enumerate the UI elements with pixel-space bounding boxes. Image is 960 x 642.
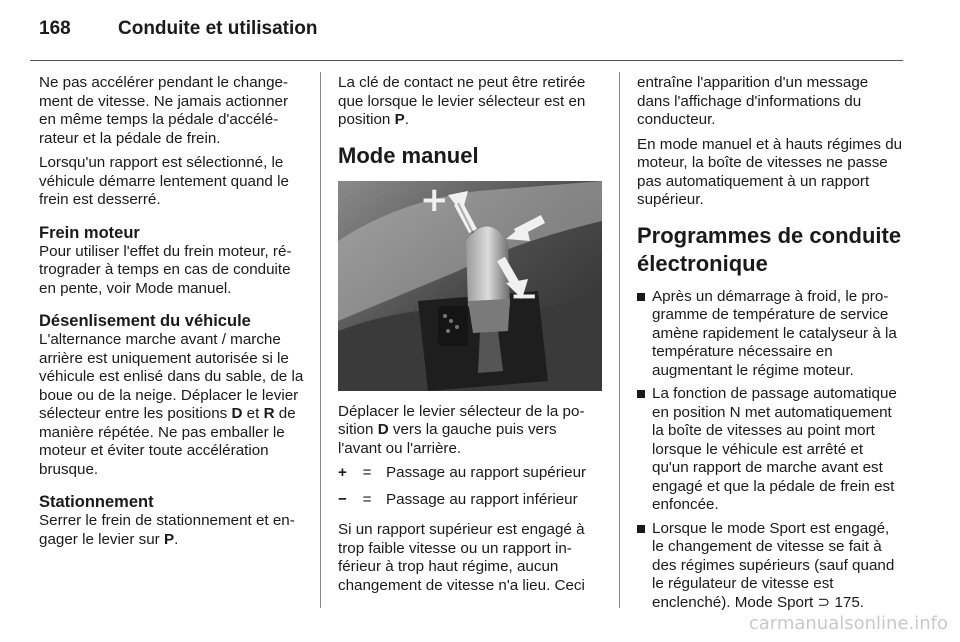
square-bullet-icon — [637, 293, 645, 301]
column-divider — [619, 72, 620, 608]
section-heading-programmes: Programmes de conduite électronique — [637, 222, 902, 276]
list-item: Après un démarrage à froid, le programme de température de service amène rapidement le catalyseur à la température nécessaire en augmentant le régime moteur. — [637, 288, 903, 381]
watermark: carmanualsonline.info — [748, 613, 948, 634]
section-heading-stationnement: Stationnement — [39, 493, 154, 511]
legend-text: Passage au rapport inférieur — [386, 490, 578, 508]
column-divider — [320, 72, 321, 608]
legend-row-upshift — [338, 464, 604, 483]
paragraph: Déplacer le levier sélecteur de la position D vers la gauche puis vers l'avant ou l'arrière. — [338, 402, 585, 457]
section-heading-mode-manuel: Mode manuel — [338, 142, 479, 168]
page-header — [0, 0, 960, 62]
header-divider — [30, 60, 903, 61]
paragraph: Serrer le frein de stationnement et engager le levier sur P. — [39, 512, 295, 548]
downshift-symbol: − — [510, 275, 539, 316]
paragraph: entraîne l'apparition d'un message dans l'affichage d'informations du conducteur. — [637, 74, 869, 128]
chapter-title: Conduite et utilisation — [118, 18, 318, 39]
paragraph: Pour utiliser l'effet du frein moteur, rétrograder à temps en cas de conduite en pente, voir Mode manuel. — [39, 242, 292, 297]
equals-sign: = — [362, 490, 372, 508]
paragraph: Si un rapport supérieur est engagé à trop faible vitesse ou un rapport inférieur à trop haut régime, aucun changement de vitesse n'a lieu. Ceci — [338, 521, 585, 594]
list-item: La fonction de passage automatique en position N met automatiquement la boîte de vitesses au point mort lorsque le véhicule est arrêté et qu'un rapport de marche avant est engagé et que la pédale de frein est enfoncée. — [637, 385, 903, 515]
upshift-symbol: + — [420, 180, 449, 220]
page-number: 168 — [39, 18, 71, 39]
square-bullet-icon — [637, 525, 645, 533]
section-heading-frein-moteur: Frein moteur — [39, 223, 140, 242]
paragraph: En mode manuel et à hauts régimes du moteur, la boîte de vitesses ne passe pas automatiquement à un rapport supérieur. — [637, 135, 903, 208]
bullet-list — [637, 288, 903, 613]
page-reference-icon: ⊃ — [817, 593, 831, 611]
paragraph: L'alternance marche avant / marche arrière est uniquement autorisée si le véhicule est enlisé dans du sable, de la boue ou de la neige. Déplacer le levier sélecteur entre les positions D et R de manière répétée. Ne pas emballer le moteur et éviter toute accélération brusque. — [39, 331, 304, 478]
square-bullet-icon — [637, 390, 645, 398]
section-heading-desenlisement: Désenlisement du véhicule — [39, 312, 251, 330]
gear-lever-illustration — [338, 181, 602, 391]
legend-row-downshift — [338, 491, 604, 510]
equals-sign: = — [362, 464, 372, 481]
minus-icon: − — [338, 490, 347, 508]
legend-text: Passage au rapport supérieur — [386, 464, 587, 481]
column-2 — [338, 74, 604, 601]
page-reference-link[interactable]: 175. — [834, 593, 864, 611]
column-1 — [39, 74, 305, 555]
paragraph: Lorsqu'un rapport est sélectionné, le véhicule démarre lentement quand le frein est desserré. — [39, 154, 289, 208]
column-3 — [637, 74, 903, 617]
paragraph: La clé de contact ne peut être retirée que lorsque le levier sélecteur est en position P. — [338, 74, 586, 128]
list-item: Lorsque le mode Sport est engagé, le changement de vitesse se fait à des régimes supérieurs (sauf quand le régulateur de vitesse est enclenché). Mode Sport ⊃ 175. — [637, 520, 903, 613]
plus-icon: + — [338, 464, 347, 481]
paragraph: Ne pas accélérer pendant le changement de vitesse. Ne jamais actionner en même temps la pédale d'accélérateur et la pédale de frein. — [39, 74, 289, 147]
